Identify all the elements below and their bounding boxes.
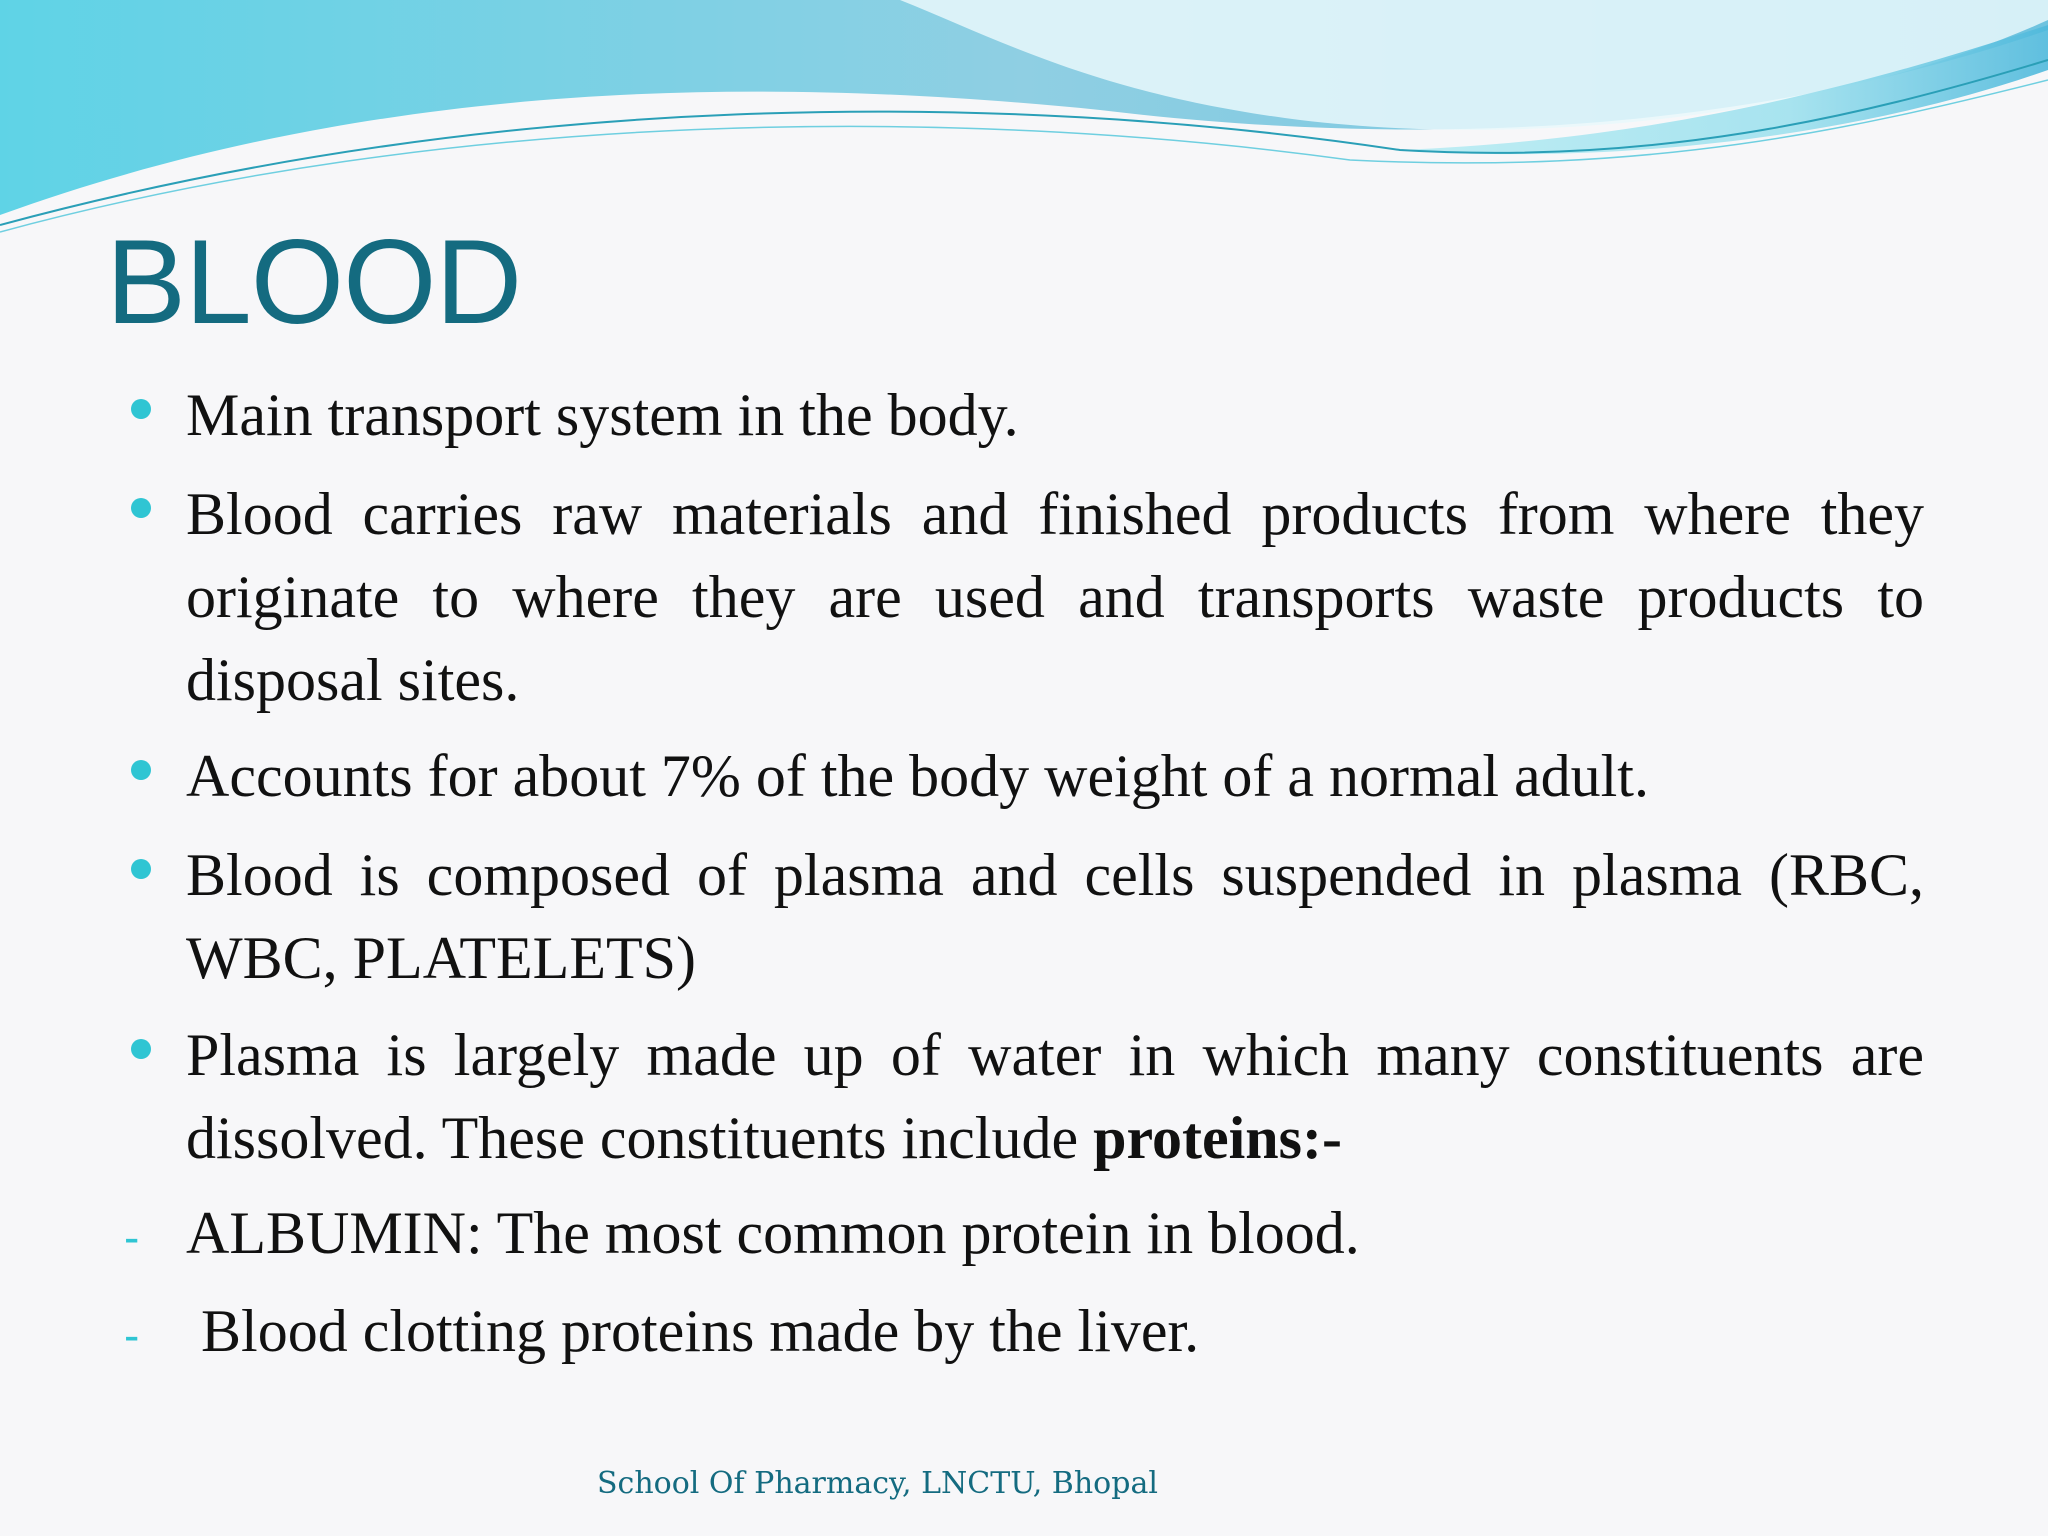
bullet-item [186,1014,1924,1180]
bullet-bold-text: proteins:- [1093,1105,1342,1171]
footer-text: School Of Pharmacy, LNCTU, Bhopal [597,1466,1158,1501]
bullet-text: Plasma is largely made up of water in which many constituents are dissolved. These constituents include [186,1022,1924,1171]
sub-item-marker: - [124,1309,140,1361]
bullet-dot-icon [131,498,151,518]
bullet-dot-icon [131,399,151,419]
bullet-item: Blood carries raw materials and finished products from where they originate to where they are used and transports waste products to disposal sites. [186,481,1924,713]
bullet-dot-icon [131,859,151,879]
slide-title: BLOOD [106,215,522,349]
bullet-dot-icon [131,760,151,780]
bullet-item: Accounts for about 7% of the body weight of a normal adult. [186,743,1649,809]
sub-item: ALBUMIN: The most common protein in blood. [186,1200,1360,1266]
sub-item-marker: - [124,1211,140,1263]
bullet-dot-icon [131,1039,151,1059]
bullet-item: Main transport system in the body. [186,382,1019,448]
header-wave-decoration [0,0,2048,240]
sub-item: Blood clotting proteins made by the liver. [186,1298,1200,1364]
bullet-item: Blood is composed of plasma and cells suspended in plasma (RBC, WBC, PLATELETS) [186,842,1924,991]
